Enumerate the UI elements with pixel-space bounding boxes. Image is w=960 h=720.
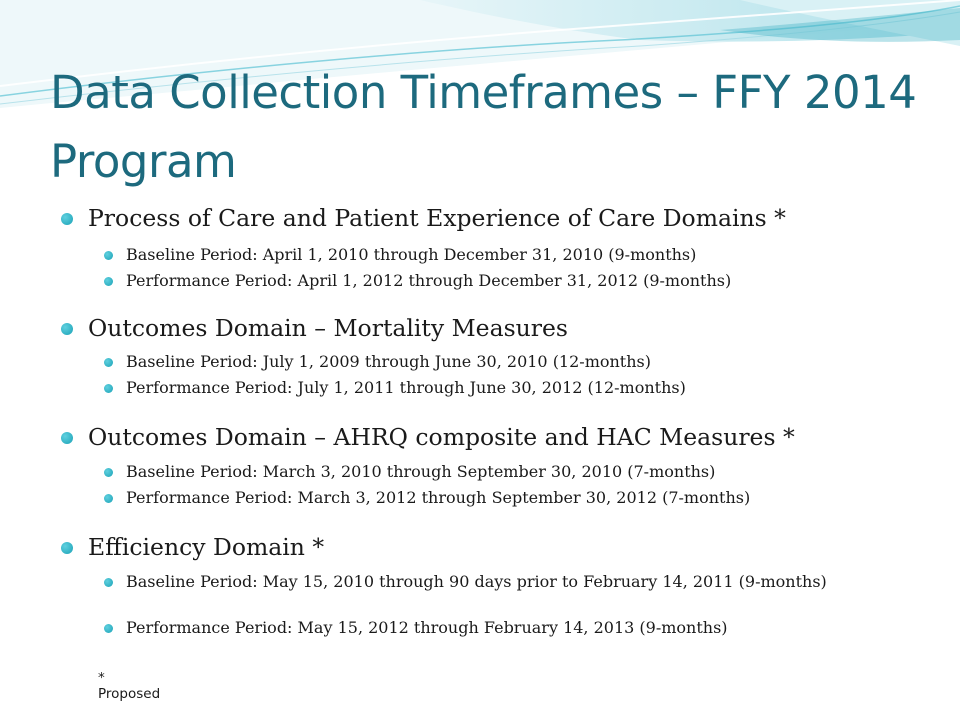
bullet-icon xyxy=(61,432,73,444)
process-of-care-baseline-period: Baseline Period: April 1, 2010 through December 31, 2010 (9-months) xyxy=(126,245,697,264)
process-of-care-performance-period: Performance Period: April 1, 2012 through December 31, 2012 (9-months) xyxy=(126,271,732,290)
bullet-icon xyxy=(61,213,73,225)
ahrq-hac-performance-period: Performance Period: March 3, 2012 through September 30, 2012 (7-months) xyxy=(126,488,751,507)
section-heading-process-of-care: Process of Care and Patient Experience of Care Domains * xyxy=(88,204,786,232)
mortality-performance-period: Performance Period: July 1, 2011 through June 30, 2012 (12-months) xyxy=(126,378,686,397)
efficiency-baseline-period: Baseline Period: May 15, 2010 through 90 days prior to February 14, 2011 (9-months) xyxy=(126,572,827,591)
sub-bullet-icon xyxy=(104,358,113,367)
section-heading-efficiency-domain: Efficiency Domain * xyxy=(88,533,325,561)
mortality-baseline-period: Baseline Period: July 1, 2009 through June 30, 2010 (12-months) xyxy=(126,352,651,371)
section-heading-mortality-measures: Outcomes Domain – Mortality Measures xyxy=(88,314,568,342)
sub-bullet-icon xyxy=(104,494,113,503)
sub-bullet-icon xyxy=(104,384,113,393)
sub-bullet-icon xyxy=(104,251,113,260)
bullet-icon xyxy=(61,542,73,554)
sub-bullet-icon xyxy=(104,277,113,286)
sub-bullet-icon xyxy=(104,578,113,587)
footnote-proposed: * Proposed xyxy=(98,670,161,702)
sub-bullet-icon xyxy=(104,468,113,477)
section-heading-ahrq-hac-measures: Outcomes Domain – AHRQ composite and HAC Measures * xyxy=(88,423,795,451)
slide-title: Data Collection Timeframes – FFY 2014 Program xyxy=(50,66,917,188)
sub-bullet-icon xyxy=(104,624,113,633)
ahrq-hac-baseline-period: Baseline Period: March 3, 2010 through September 30, 2010 (7-months) xyxy=(126,462,716,481)
efficiency-performance-period: Performance Period: May 15, 2012 through February 14, 2013 (9-months) xyxy=(126,618,728,637)
bullet-icon xyxy=(61,323,73,335)
